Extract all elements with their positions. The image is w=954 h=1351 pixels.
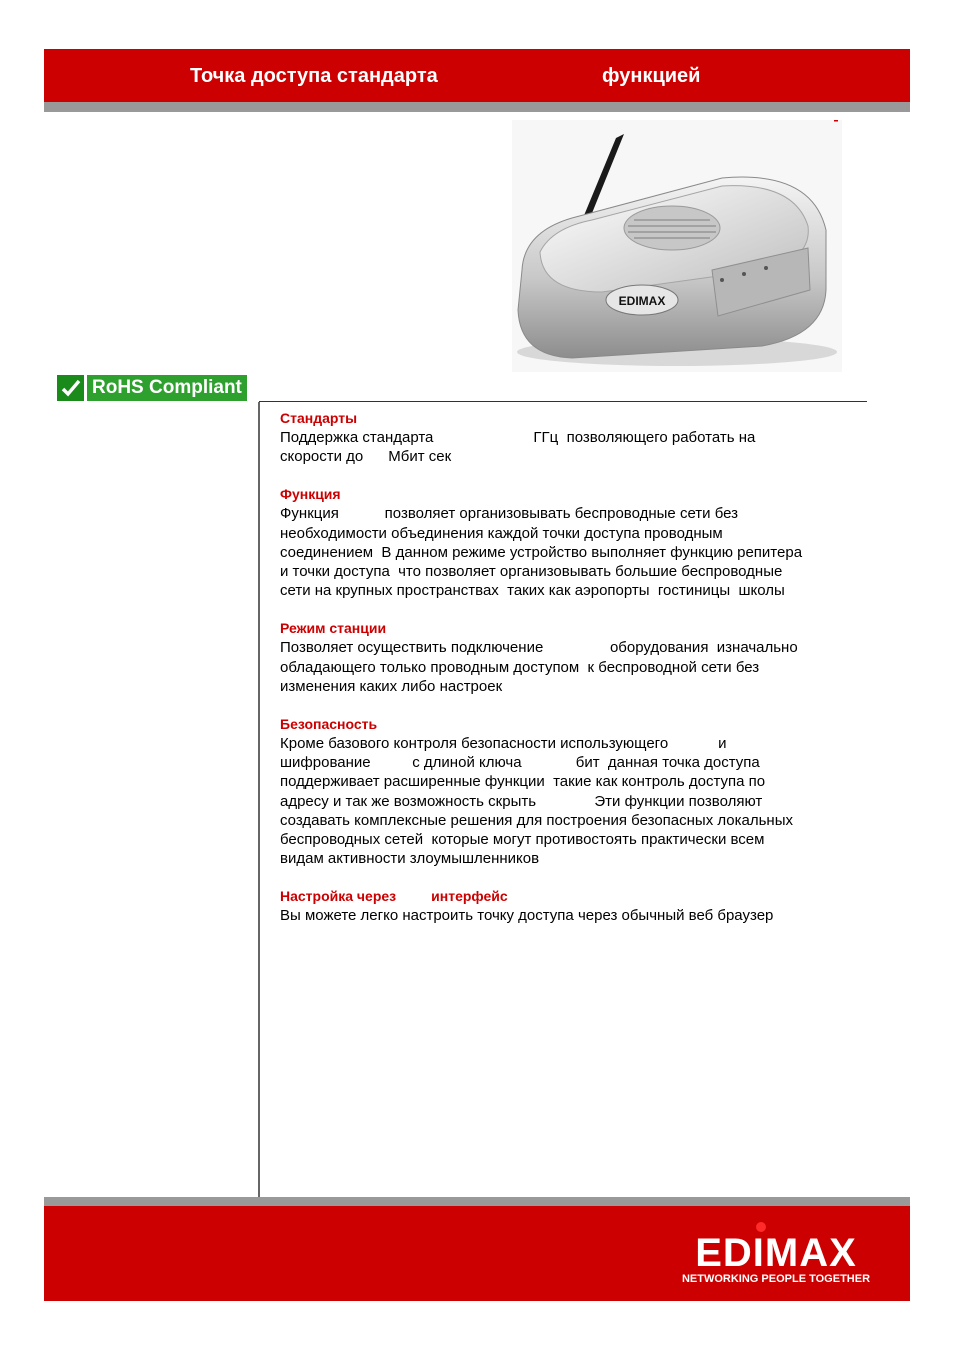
rohs-badge: [57, 375, 247, 401]
section-text: поддерживает расширенные функции такие как контроль доступа по: [280, 773, 766, 791]
section-text: соединением В данном режиме устройство выполняет функцию репитера: [280, 543, 803, 561]
footer-divider: [44, 1197, 910, 1206]
section-title: Стандарты: [280, 410, 358, 426]
section-title: Настройка через интерфейс: [280, 888, 508, 905]
logo-wordmark: EDIMAX: [695, 1231, 857, 1275]
section-title: Функция: [280, 486, 341, 503]
header-divider: [44, 102, 910, 112]
section-text: и точки доступа что позволяет организовывать большие беспроводные: [280, 563, 783, 581]
section-text: шифрование с длиной ключа бит данная точка доступа: [280, 754, 760, 772]
feature-list: [280, 409, 860, 945]
column-divider: [258, 402, 260, 1214]
section-text: Поддержка стандарта ГГц позволяющего работать на: [280, 429, 756, 446]
section-text: создавать комплексные решения для построения безопасных локальных: [280, 811, 793, 829]
section-text: Кроме базового контроля безопасности использующего и: [280, 735, 727, 753]
page-title-left: Точка доступа стандарта: [190, 65, 438, 87]
edimax-logo: [668, 1222, 884, 1286]
section-text: беспроводных сетей которые могут противостоять практически всем: [280, 831, 765, 849]
header-bar: [44, 49, 910, 102]
device-brand-text: EDIMAX: [618, 294, 666, 308]
section-text: видам активности злоумышленников: [280, 850, 540, 868]
section-text: адресу и так же возможность скрыть Эти функции позволяют: [280, 792, 763, 810]
section-text: Позволяет осуществить подключение оборудования изначально: [280, 639, 798, 657]
section-text: скорости до Мбит сек: [280, 448, 452, 466]
section-title: Режим станции: [280, 620, 387, 637]
rohs-label: RoHS Compliant: [87, 375, 247, 401]
section-text: изменения каких либо настроек: [280, 677, 503, 695]
section-title: Безопасность: [280, 716, 378, 733]
section-text: Вы можете легко настроить точку доступа через обычный веб браузер: [280, 907, 774, 925]
section-text: сети на крупных пространствах таких как аэропорты гостиницы школы: [280, 582, 785, 600]
page-title-right: функцией: [602, 65, 701, 87]
access-point-image: [512, 120, 842, 372]
section-standards: [280, 409, 860, 466]
section-function: [280, 485, 860, 600]
checkmark-icon: [57, 375, 84, 401]
section-text: Функция позволяет организовывать беспроводные сети без: [280, 505, 739, 523]
section-station-mode: [280, 619, 860, 696]
section-security: [280, 715, 860, 868]
content-divider: [259, 401, 867, 402]
section-web-config: [280, 887, 860, 925]
section-text: необходимости объединения каждой точки доступа проводным: [280, 524, 723, 542]
section-text: обладающего только проводным доступом к беспроводной сети без: [280, 658, 760, 676]
logo-tagline: NETWORKING PEOPLE TOGETHER: [681, 1273, 871, 1285]
